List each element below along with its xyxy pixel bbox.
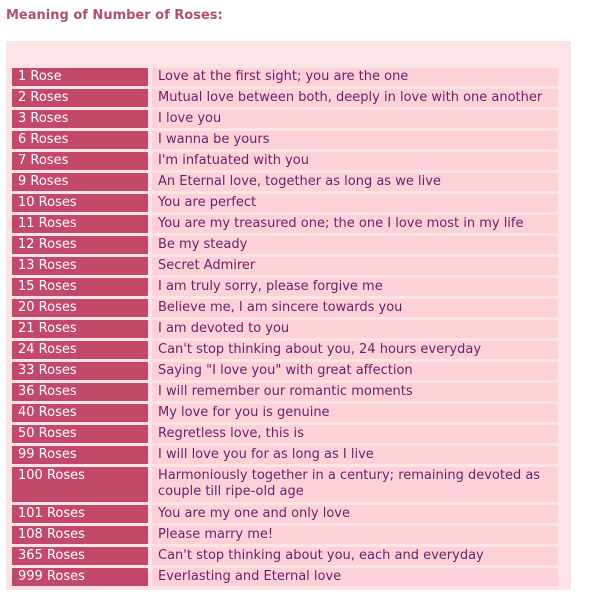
table-row: [12, 362, 558, 380]
rose-count-cell: 24 Roses: [12, 341, 152, 359]
table-row: [12, 505, 558, 523]
rose-count-cell: 9 Roses: [12, 173, 152, 191]
table-row: [12, 467, 558, 502]
rose-meaning-cell: You are my treasured one; the one I love most in my life: [152, 215, 558, 233]
rose-count-cell: 21 Roses: [12, 320, 152, 338]
table-row: [12, 320, 558, 338]
roses-meaning-table: [12, 65, 558, 589]
rose-meaning-cell: I wanna be yours: [152, 131, 558, 149]
table-row: [12, 194, 558, 212]
table-row: [12, 547, 558, 565]
table-row: [12, 110, 558, 128]
rose-count-cell: 365 Roses: [12, 547, 152, 565]
table-row: [12, 152, 558, 170]
table-row: [12, 446, 558, 464]
rose-count-cell: 100 Roses: [12, 467, 152, 502]
rose-count-cell: 33 Roses: [12, 362, 152, 380]
rose-meaning-cell: Mutual love between both, deeply in love with one another: [152, 89, 558, 107]
rose-count-cell: 108 Roses: [12, 526, 152, 544]
rose-meaning-cell: Saying "I love you" with great affection: [152, 362, 558, 380]
rose-meaning-cell: Harmoniously together in a century; remaining devoted as couple till ripe-old age: [152, 467, 558, 502]
rose-meaning-cell: Can't stop thinking about you, each and everyday: [152, 547, 558, 565]
table-row: [12, 383, 558, 401]
rose-meaning-cell: You are perfect: [152, 194, 558, 212]
rose-count-cell: 1 Rose: [12, 68, 152, 86]
table-row: [12, 341, 558, 359]
rose-meaning-cell: I will remember our romantic moments: [152, 383, 558, 401]
table-row: [12, 404, 558, 422]
rose-meaning-cell: I'm infatuated with you: [152, 152, 558, 170]
rose-meaning-cell: Regretless love, this is: [152, 425, 558, 443]
rose-meaning-cell: Secret Admirer: [152, 257, 558, 275]
table-row: [12, 236, 558, 254]
table-row: [12, 68, 558, 86]
rose-meaning-cell: I will love you for as long as I live: [152, 446, 558, 464]
rose-meaning-cell: I love you: [152, 110, 558, 128]
rose-count-cell: 11 Roses: [12, 215, 152, 233]
rose-count-cell: 10 Roses: [12, 194, 152, 212]
rose-count-cell: 12 Roses: [12, 236, 152, 254]
rose-meaning-cell: An Eternal love, together as long as we live: [152, 173, 558, 191]
rose-count-cell: 40 Roses: [12, 404, 152, 422]
rose-meaning-cell: Believe me, I am sincere towards you: [152, 299, 558, 317]
table-row: [12, 131, 558, 149]
table-row: [12, 568, 558, 586]
rose-count-cell: 101 Roses: [12, 505, 152, 523]
rose-count-cell: 99 Roses: [12, 446, 152, 464]
rose-count-cell: 15 Roses: [12, 278, 152, 296]
table-row: [12, 89, 558, 107]
rose-count-cell: 20 Roses: [12, 299, 152, 317]
rose-meaning-cell: Love at the first sight; you are the one: [152, 68, 558, 86]
rose-count-cell: 6 Roses: [12, 131, 152, 149]
table-row: [12, 299, 558, 317]
table-row: [12, 257, 558, 275]
rose-count-cell: 50 Roses: [12, 425, 152, 443]
rose-count-cell: 999 Roses: [12, 568, 152, 586]
rose-count-cell: 7 Roses: [12, 152, 152, 170]
rose-meaning-cell: I am devoted to you: [152, 320, 558, 338]
rose-meaning-cell: Everlasting and Eternal love: [152, 568, 558, 586]
rose-meaning-cell: You are my one and only love: [152, 505, 558, 523]
rose-count-cell: 36 Roses: [12, 383, 152, 401]
rose-meaning-cell: Be my steady: [152, 236, 558, 254]
rose-count-cell: 13 Roses: [12, 257, 152, 275]
rose-count-cell: 2 Roses: [12, 89, 152, 107]
table-row: [12, 215, 558, 233]
rose-meaning-cell: I am truly sorry, please forgive me: [152, 278, 558, 296]
rose-meaning-cell: My love for you is genuine: [152, 404, 558, 422]
table-row: [12, 173, 558, 191]
page-title: Meaning of Number of Roses:: [6, 8, 223, 23]
rose-meaning-cell: Can't stop thinking about you, 24 hours everyday: [152, 341, 558, 359]
rose-meaning-cell: Please marry me!: [152, 526, 558, 544]
table-row: [12, 278, 558, 296]
table-row: [12, 425, 558, 443]
table-row: [12, 526, 558, 544]
rose-count-cell: 3 Roses: [12, 110, 152, 128]
